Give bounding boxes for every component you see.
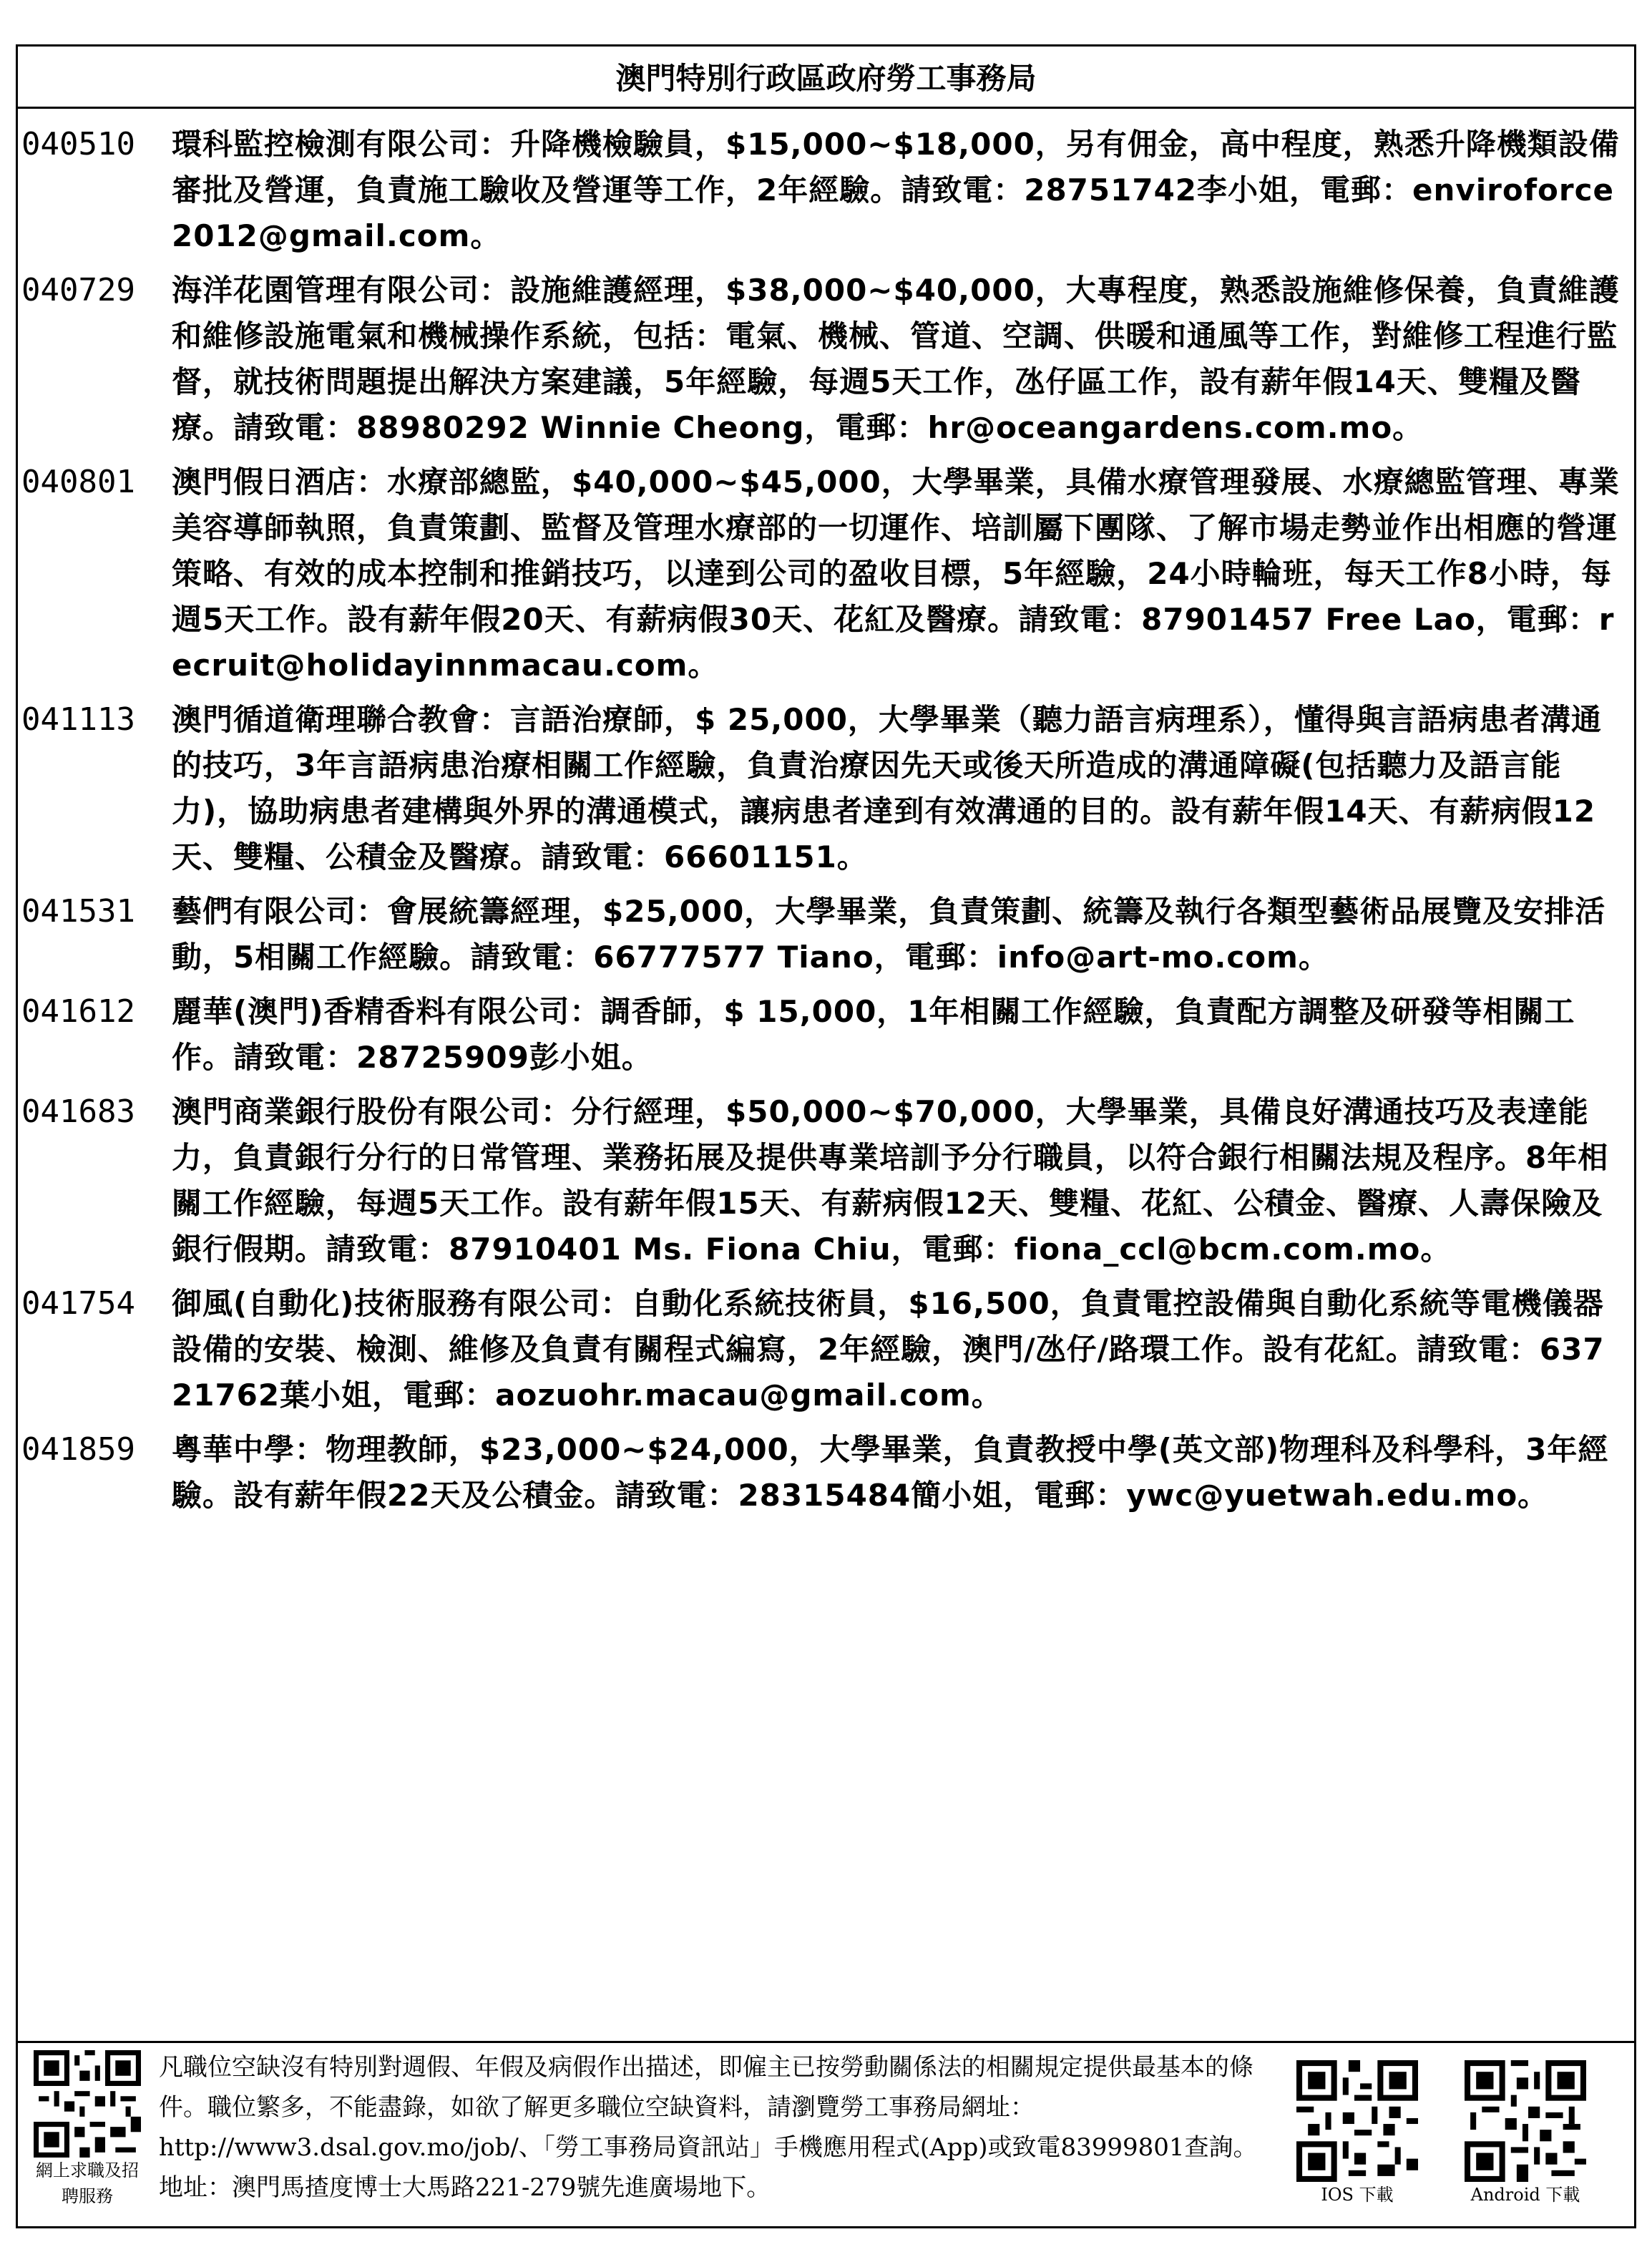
footer-note: 凡職位空缺沒有特別對週假、年假及病假作出描述，即僱主已按勞動關係法的相關規定提供最基本的條件。職位繁多，不能盡錄，如欲了解更多職位空缺資料，請瀏覽勞工事務局網址：http://www3.dsal.gov.mo/job/、「勞工事務局資訊站」手機應用程式(App)或致電83999801查詢。地址：澳門馬揸度博士大馬路221-279號先進廣場地下。 [159,2053,1258,2202]
job-service-qr-code[interactable] [34,2050,141,2158]
android-qr-code[interactable] [1465,2060,1586,2182]
job-service-qr-block [16,2043,159,2228]
job-listing [16,1427,1636,1519]
qr-code-icon [34,2050,141,2158]
job-code: 041531 [21,893,135,930]
job-description: 海洋花園管理有限公司：設施維護經理，$38,000~$40,000，大專程度，熟悉設施維修保養，負責維護和維修設施電氣和機械操作系統，包括：電氣、機械、管道、空調、供暖和通風等工作，對維修工程進行監督，就技術問題提出解決方案建議，5年經驗，每週5天工作，氹仔區工作，設有薪年假14天、雙糧及醫療。請致電：88980292 Winnie Cheong，電郵：hr@oceangardens.com.mo。 [172,273,1620,445]
qr-code-icon [1465,2060,1586,2182]
job-description: 環科監控檢測有限公司：升降機檢驗員，$15,000~$18,000，另有佣金，高中程度，熟悉升降機類設備審批及營運，負責施工驗收及營運等工作，2年經驗。請致電：28751742李小姐，電郵：enviroforce2012@gmail.com。 [172,127,1620,253]
job-description: 粵華中學：物理教師，$23,000~$24,000，大學畢業，負責教授中學(英文部)物理科及科學科，3年經驗。設有薪年假22天及公積金。請致電：28315484簡小姐，電郵：ywc@yuetwah.edu.mo。 [172,1432,1609,1513]
job-code: 041612 [21,993,135,1030]
ios-qr-code[interactable] [1296,2060,1418,2182]
job-code: 041754 [21,1285,135,1322]
job-description: 澳門商業銀行股份有限公司：分行經理，$50,000~$70,000，大學畢業，具備良好溝通技巧及表達能力，負責銀行分行的日常管理、業務拓展及提供專業培訓予分行職員，以符合銀行相關法規及程序。8年相關工作經驗，每週5天工作。設有薪年假15天、有薪病假12天、雙糧、花紅、公積金、醫療、人壽保險及銀行假期。請致電：87910401 Ms. Fiona Chiu，電郵：fiona_ccl@bcm.com.mo。 [172,1094,1609,1267]
job-code: 040729 [21,272,135,308]
android-qr-block [1440,2043,1611,2228]
qr-code-icon [1296,2060,1418,2182]
job-description: 御風(自動化)技術服務有限公司：自動化系統技術員，$16,500，負責電控設備與自動化系統等電機儀器設備的安裝、檢測、維修及負責有關程式編寫，2年經驗，澳門/氹仔/路環工作。設有花紅。請致電：63721762葉小姐，電郵：aozuohr.macau@gmail.com。 [172,1286,1605,1413]
job-listing [16,122,1636,259]
job-listings [16,122,1636,1527]
job-code: 041113 [21,701,135,738]
job-listing [16,1281,1636,1418]
job-listing [16,989,1636,1081]
job-code: 041683 [21,1093,135,1130]
job-code: 041859 [21,1431,135,1468]
job-description: 麗華(澳門)香精香料有限公司：調香師，$ 15,000，1年相關工作經驗，負責配方調整及研發等相關工作。請致電：28725909彭小姐。 [172,994,1575,1075]
job-listing [16,1089,1636,1272]
ios-qr-block [1275,2043,1440,2228]
page-title: 澳門特別行政區政府勞工事務局 [615,61,1037,96]
footer [16,2041,1636,2228]
job-code: 040510 [21,126,135,162]
ios-download-caption: IOS 下載 [1321,2185,1394,2205]
job-listing [16,697,1636,880]
android-download-caption: Android 下載 [1470,2185,1580,2205]
job-listing [16,459,1636,688]
job-listing [16,268,1636,451]
job-description: 澳門循道衛理聯合教會：言語治療師，$ 25,000，大學畢業（聽力語言病理系），懂得與言語病患者溝通的技巧，3年言語病患治療相關工作經驗，負責治療因先天或後天所造成的溝通障礙(包括聽力及語言能力)，協助病患者建構與外界的溝通模式，讓病患者達到有效溝通的目的。設有薪年假14天、有薪病假12天、雙糧、公積金及醫療。請致電：66601151。 [172,702,1602,874]
job-description: 藝們有限公司：會展統籌經理，$25,000，大學畢業，負責策劃、統籌及執行各類型藝術品展覽及安排活動，5相關工作經驗。請致電：66777577 Tiano，電郵：info@art-mo.com。 [172,894,1606,975]
job-code: 040801 [21,464,135,500]
job-service-qr-caption: 網上求職及招聘服務 [36,2160,139,2206]
job-listing [16,889,1636,980]
job-description: 澳門假日酒店：水療部總監，$40,000~$45,000，大學畢業，具備水療管理發展、水療總監管理、專業美容導師執照，負責策劃、監督及管理水療部的一切運作、培訓屬下團隊、了解市場走勢並作出相應的營運策略、有效的成本控制和推銷技巧，以達到公司的盈收目標，5年經驗，24小時輪班，每天工作8小時，每週5天工作。設有薪年假20天、有薪病假30天、花紅及醫療。請致電：87901457 Free Lao，電郵：recruit@holidayinnmacau.com。 [172,464,1620,683]
